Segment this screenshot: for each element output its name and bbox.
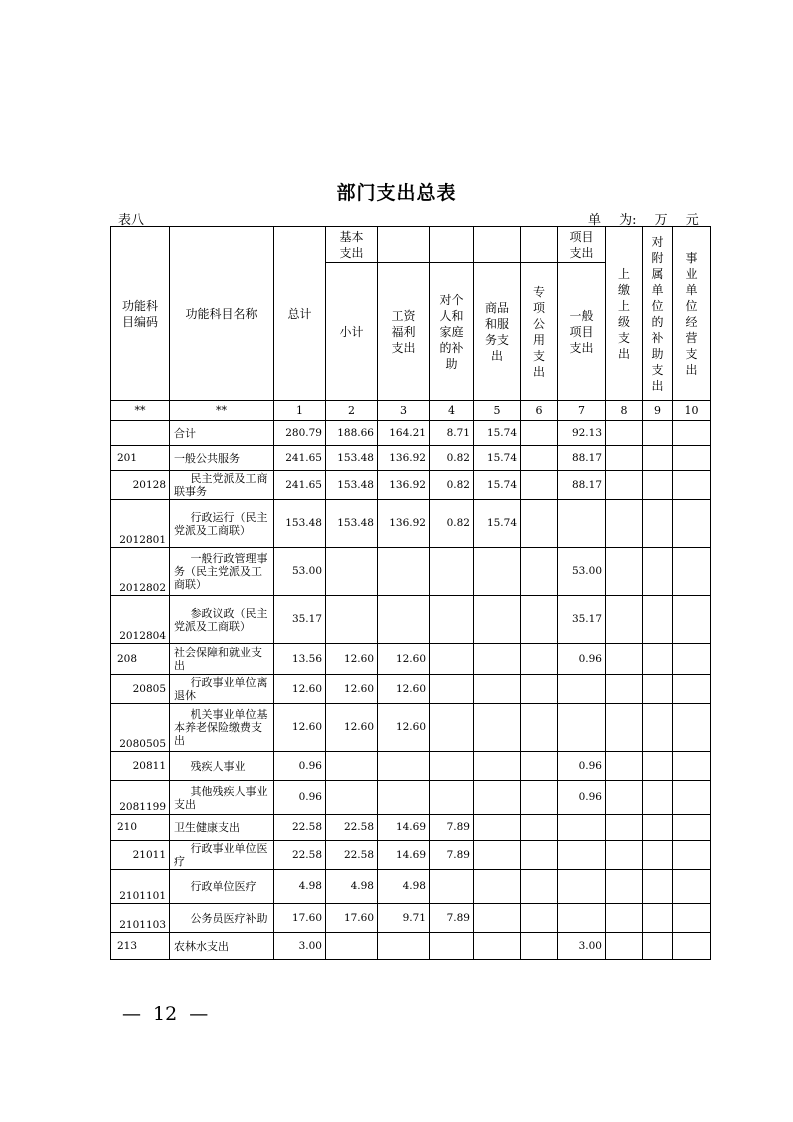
total-cell: 0.96	[274, 752, 326, 781]
subtotal-cell: 12.60	[326, 644, 378, 675]
name-cell: 社会保障和就业支出	[170, 644, 274, 675]
header-wages: 工资福利支出	[378, 263, 430, 401]
personal-cell	[430, 870, 474, 904]
goods-cell	[474, 841, 521, 870]
header-project-label: 项目支出	[569, 229, 594, 260]
upper-cell	[606, 841, 643, 870]
personal-cell	[430, 548, 474, 596]
general-cell	[558, 500, 606, 548]
general-cell	[558, 870, 606, 904]
goods-cell	[474, 933, 521, 960]
header-personal: 对个人和家庭的补助	[430, 263, 474, 401]
total-cell: 0.96	[274, 781, 326, 815]
affiliated-cell	[643, 421, 673, 446]
wages-cell	[378, 596, 430, 644]
special-cell	[521, 815, 558, 841]
code-cell: 208	[111, 644, 170, 675]
business-cell	[673, 904, 711, 933]
header-name: 功能科目名称	[170, 227, 274, 401]
wages-cell: 136.92	[378, 446, 430, 471]
name-cell: 行政事业单位医疗	[170, 841, 274, 870]
business-cell	[673, 471, 711, 500]
upper-cell	[606, 870, 643, 904]
special-cell	[521, 644, 558, 675]
subtotal-cell: 153.48	[326, 446, 378, 471]
business-cell	[673, 841, 711, 870]
index-cell: 2	[326, 401, 378, 421]
personal-cell: 8.71	[430, 421, 474, 446]
unit-label: 单 为: 万 元	[588, 213, 699, 228]
header-basic-label: 基本支出	[339, 229, 364, 260]
goods-cell	[474, 870, 521, 904]
special-cell	[521, 870, 558, 904]
general-cell	[558, 675, 606, 704]
goods-cell	[474, 644, 521, 675]
total-cell: 3.00	[274, 933, 326, 960]
upper-cell	[606, 471, 643, 500]
affiliated-cell	[643, 815, 673, 841]
name-cell: 公务员医疗补助	[170, 904, 274, 933]
subtotal-cell: 153.48	[326, 471, 378, 500]
wages-cell: 164.21	[378, 421, 430, 446]
general-cell: 0.96	[558, 752, 606, 781]
upper-cell	[606, 644, 643, 675]
table-row	[111, 596, 711, 644]
name-cell: 行政事业单位离退休	[170, 675, 274, 704]
index-cell: 6	[521, 401, 558, 421]
table-label: 表八	[118, 213, 145, 228]
affiliated-cell	[643, 548, 673, 596]
total-cell: 12.60	[274, 704, 326, 752]
name-cell: 其他残疾人事业支出	[170, 781, 274, 815]
total-cell: 153.48	[274, 500, 326, 548]
special-cell	[521, 841, 558, 870]
goods-cell	[474, 781, 521, 815]
business-cell	[673, 500, 711, 548]
subtotal-cell: 22.58	[326, 841, 378, 870]
table-row	[111, 933, 711, 960]
total-cell: 22.58	[274, 841, 326, 870]
code-cell: 2012804	[111, 596, 170, 644]
wages-cell: 14.69	[378, 841, 430, 870]
name-cell: 一般行政管理事务（民主党派及工商联）	[170, 548, 274, 596]
goods-cell	[474, 596, 521, 644]
general-cell: 92.13	[558, 421, 606, 446]
total-cell: 17.60	[274, 904, 326, 933]
special-cell	[521, 675, 558, 704]
upper-cell	[606, 904, 643, 933]
code-cell: 2012802	[111, 548, 170, 596]
goods-cell: 15.74	[474, 500, 521, 548]
total-cell: 22.58	[274, 815, 326, 841]
business-cell	[673, 421, 711, 446]
header-blank-3	[474, 227, 521, 263]
wages-cell: 9.71	[378, 904, 430, 933]
affiliated-cell	[643, 781, 673, 815]
personal-cell: 7.89	[430, 815, 474, 841]
total-cell: 13.56	[274, 644, 326, 675]
table-row	[111, 870, 711, 904]
index-cell: 7	[558, 401, 606, 421]
subtotal-cell: 17.60	[326, 904, 378, 933]
general-cell	[558, 841, 606, 870]
header-special: 专项公用支出	[521, 263, 558, 401]
expenditure-table	[110, 226, 711, 960]
header-basic	[326, 227, 378, 263]
table-row	[111, 815, 711, 841]
name-cell: 行政单位医疗	[170, 870, 274, 904]
upper-cell	[606, 704, 643, 752]
affiliated-cell	[643, 471, 673, 500]
subtotal-cell: 188.66	[326, 421, 378, 446]
special-cell	[521, 446, 558, 471]
special-cell	[521, 421, 558, 446]
personal-cell: 0.82	[430, 500, 474, 548]
affiliated-cell	[643, 841, 673, 870]
table-body	[111, 421, 711, 960]
business-cell	[673, 596, 711, 644]
subtotal-cell: 12.60	[326, 675, 378, 704]
code-cell	[111, 421, 170, 446]
page-number: — 12 —	[122, 1003, 209, 1025]
name-cell: 残疾人事业	[170, 752, 274, 781]
goods-cell: 15.74	[474, 471, 521, 500]
wages-cell: 12.60	[378, 644, 430, 675]
total-cell: 35.17	[274, 596, 326, 644]
personal-cell	[430, 704, 474, 752]
name-cell: 卫生健康支出	[170, 815, 274, 841]
special-cell	[521, 596, 558, 644]
table-row	[111, 421, 711, 446]
table-row	[111, 675, 711, 704]
code-cell: 213	[111, 933, 170, 960]
table-row	[111, 781, 711, 815]
general-cell	[558, 815, 606, 841]
code-cell: 20811	[111, 752, 170, 781]
code-cell: 21011	[111, 841, 170, 870]
goods-cell	[474, 815, 521, 841]
code-cell: 2081199	[111, 781, 170, 815]
code-cell: 201	[111, 446, 170, 471]
wages-cell: 4.98	[378, 870, 430, 904]
wages-cell	[378, 933, 430, 960]
special-cell	[521, 471, 558, 500]
special-cell	[521, 752, 558, 781]
general-cell: 3.00	[558, 933, 606, 960]
code-cell: 2101103	[111, 904, 170, 933]
header-project	[558, 227, 606, 263]
header-blank-4	[521, 227, 558, 263]
total-cell: 241.65	[274, 471, 326, 500]
goods-cell	[474, 752, 521, 781]
affiliated-cell	[643, 644, 673, 675]
code-cell: 2012801	[111, 500, 170, 548]
business-cell	[673, 870, 711, 904]
business-cell	[673, 644, 711, 675]
code-cell: 20805	[111, 675, 170, 704]
total-cell: 4.98	[274, 870, 326, 904]
affiliated-cell	[643, 675, 673, 704]
goods-cell	[474, 548, 521, 596]
goods-cell: 15.74	[474, 446, 521, 471]
affiliated-cell	[643, 596, 673, 644]
name-cell: 机关事业单位基本养老保险缴费支出	[170, 704, 274, 752]
subtotal-cell	[326, 781, 378, 815]
wages-cell: 12.60	[378, 704, 430, 752]
name-cell: 民主党派及工商联事务	[170, 471, 274, 500]
upper-cell	[606, 675, 643, 704]
general-cell	[558, 904, 606, 933]
table-row	[111, 446, 711, 471]
special-cell	[521, 933, 558, 960]
affiliated-cell	[643, 933, 673, 960]
business-cell	[673, 446, 711, 471]
wages-cell: 12.60	[378, 675, 430, 704]
personal-cell: 0.82	[430, 471, 474, 500]
special-cell	[521, 781, 558, 815]
subtotal-cell: 4.98	[326, 870, 378, 904]
affiliated-cell	[643, 704, 673, 752]
upper-cell	[606, 596, 643, 644]
total-cell: 12.60	[274, 675, 326, 704]
header-blank-1	[378, 227, 430, 263]
table-row	[111, 704, 711, 752]
header-business: 事业单位经营支出	[673, 227, 711, 401]
wages-cell	[378, 752, 430, 781]
affiliated-cell	[643, 752, 673, 781]
subtotal-cell	[326, 933, 378, 960]
personal-cell	[430, 675, 474, 704]
header-affiliated: 对附属单位的补助支出	[643, 227, 673, 401]
index-cell: 10	[673, 401, 711, 421]
header-goods: 商品和服务支出	[474, 263, 521, 401]
name-cell: 参政议政（民主党派及工商联）	[170, 596, 274, 644]
upper-cell	[606, 421, 643, 446]
upper-cell	[606, 752, 643, 781]
code-cell: 20128	[111, 471, 170, 500]
business-cell	[673, 815, 711, 841]
general-cell: 88.17	[558, 471, 606, 500]
upper-cell	[606, 500, 643, 548]
upper-cell	[606, 781, 643, 815]
goods-cell	[474, 704, 521, 752]
code-cell: 210	[111, 815, 170, 841]
index-cell: **	[111, 401, 170, 421]
index-cell: 9	[643, 401, 673, 421]
upper-cell	[606, 933, 643, 960]
table-row	[111, 644, 711, 675]
table-row	[111, 841, 711, 870]
personal-cell: 7.89	[430, 904, 474, 933]
wages-cell: 14.69	[378, 815, 430, 841]
index-cell: 8	[606, 401, 643, 421]
goods-cell: 15.74	[474, 421, 521, 446]
index-cell: 5	[474, 401, 521, 421]
wages-cell: 136.92	[378, 471, 430, 500]
header-upper: 上缴上级支出	[606, 227, 643, 401]
total-cell: 280.79	[274, 421, 326, 446]
name-cell: 一般公共服务	[170, 446, 274, 471]
table-row	[111, 548, 711, 596]
code-cell: 2101101	[111, 870, 170, 904]
index-cell: 1	[274, 401, 326, 421]
header-code: 功能科目编码	[111, 227, 170, 401]
general-cell: 53.00	[558, 548, 606, 596]
table-row	[111, 471, 711, 500]
subtotal-cell	[326, 752, 378, 781]
special-cell	[521, 500, 558, 548]
header-subtotal: 小计	[326, 263, 378, 401]
page-title: 部门支出总表	[336, 182, 457, 204]
header-general-project: 一般项目支出	[558, 263, 606, 401]
affiliated-cell	[643, 500, 673, 548]
table-row	[111, 904, 711, 933]
affiliated-cell	[643, 446, 673, 471]
table-row	[111, 500, 711, 548]
index-cell: 4	[430, 401, 474, 421]
code-cell: 2080505	[111, 704, 170, 752]
header-blank-2	[430, 227, 474, 263]
business-cell	[673, 548, 711, 596]
general-cell	[558, 704, 606, 752]
wages-cell: 136.92	[378, 500, 430, 548]
goods-cell	[474, 675, 521, 704]
affiliated-cell	[643, 904, 673, 933]
name-cell: 农林水支出	[170, 933, 274, 960]
subtotal-cell	[326, 548, 378, 596]
business-cell	[673, 675, 711, 704]
wages-cell	[378, 548, 430, 596]
personal-cell	[430, 781, 474, 815]
total-cell: 53.00	[274, 548, 326, 596]
upper-cell	[606, 446, 643, 471]
subtotal-cell: 22.58	[326, 815, 378, 841]
personal-cell: 0.82	[430, 446, 474, 471]
index-cell: **	[170, 401, 274, 421]
general-cell: 35.17	[558, 596, 606, 644]
subtotal-cell: 12.60	[326, 704, 378, 752]
general-cell: 88.17	[558, 446, 606, 471]
table-row	[111, 752, 711, 781]
personal-cell	[430, 596, 474, 644]
name-cell: 行政运行（民主党派及工商联）	[170, 500, 274, 548]
special-cell	[521, 704, 558, 752]
special-cell	[521, 904, 558, 933]
special-cell	[521, 548, 558, 596]
wages-cell	[378, 781, 430, 815]
index-cell: 3	[378, 401, 430, 421]
affiliated-cell	[643, 870, 673, 904]
total-cell: 241.65	[274, 446, 326, 471]
upper-cell	[606, 815, 643, 841]
index-row	[111, 401, 711, 421]
upper-cell	[606, 548, 643, 596]
business-cell	[673, 752, 711, 781]
business-cell	[673, 704, 711, 752]
goods-cell	[474, 904, 521, 933]
personal-cell: 7.89	[430, 841, 474, 870]
name-cell: 合计	[170, 421, 274, 446]
business-cell	[673, 781, 711, 815]
personal-cell	[430, 933, 474, 960]
business-cell	[673, 933, 711, 960]
personal-cell	[430, 644, 474, 675]
general-cell: 0.96	[558, 781, 606, 815]
header-total: 总计	[274, 227, 326, 401]
personal-cell	[430, 752, 474, 781]
general-cell: 0.96	[558, 644, 606, 675]
subtotal-cell	[326, 596, 378, 644]
subtotal-cell: 153.48	[326, 500, 378, 548]
